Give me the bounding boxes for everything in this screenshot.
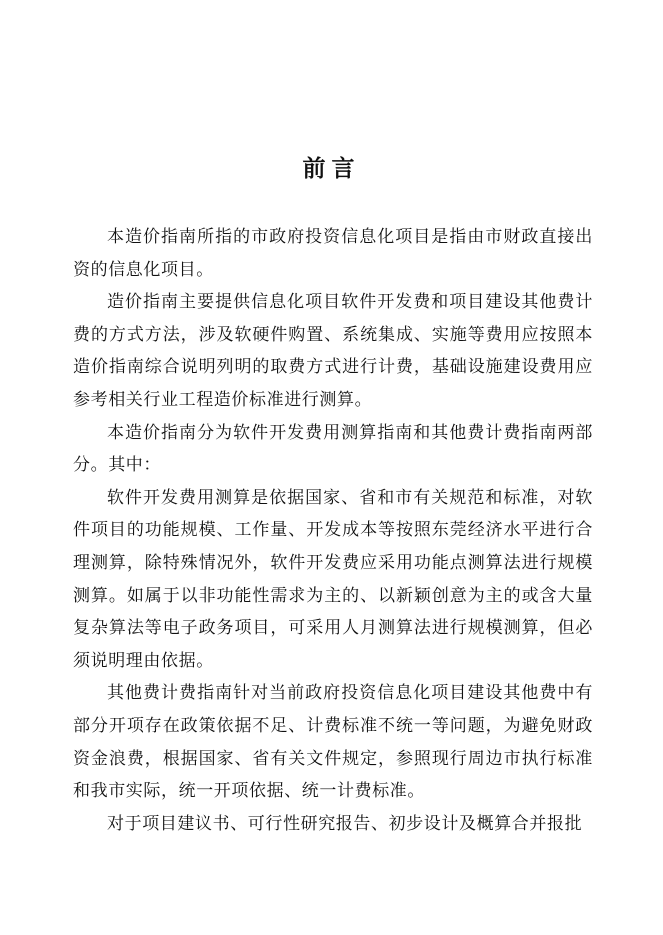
paragraph: 本造价指南分为软件开发费用测算指南和其他费计费指南两部分。其中： <box>73 422 593 476</box>
page-title: 前言 <box>302 155 361 182</box>
document-body <box>73 221 593 840</box>
paragraph: 造价指南主要提供信息化项目软件开发费和项目建设其他费计费的方式方法，涉及软硬件购置、系统集成、实施等费用应按照本造价指南综合说明列明的取费方式进行计费，基础设施建设费用应参考相关行业工程造价标准进行测算。 <box>73 292 593 410</box>
paragraph: 软件开发费用测算是依据国家、省和市有关规范和标准，对软件项目的功能规模、工作量、开发成本等按照东莞经济水平进行合理测算，除特殊情况外，软件开发费应采用功能点测算法进行规模测算。如属于以非功能性需求为主的、以新颖创意为主的或含大量复杂算法等电子政务项目，可采用人月测算法进行规模测算，但必须说明理由依据。 <box>73 487 593 671</box>
paragraph: 对于项目建议书、可行性研究报告、初步设计及概算合并报批 <box>107 813 583 834</box>
paragraph: 本造价指南所指的市政府投资信息化项目是指由市财政直接出资的信息化项目。 <box>73 227 593 280</box>
paragraph: 其他费计费指南针对当前政府投资信息化项目建设其他费中有部分开项存在政策依据不足、计费标准不统一等问题，为避免财政资金浪费，根据国家、省有关文件规定，参照现行周边市执行标准和我市实际，统一开项依据、统一计费标准。 <box>73 683 593 802</box>
